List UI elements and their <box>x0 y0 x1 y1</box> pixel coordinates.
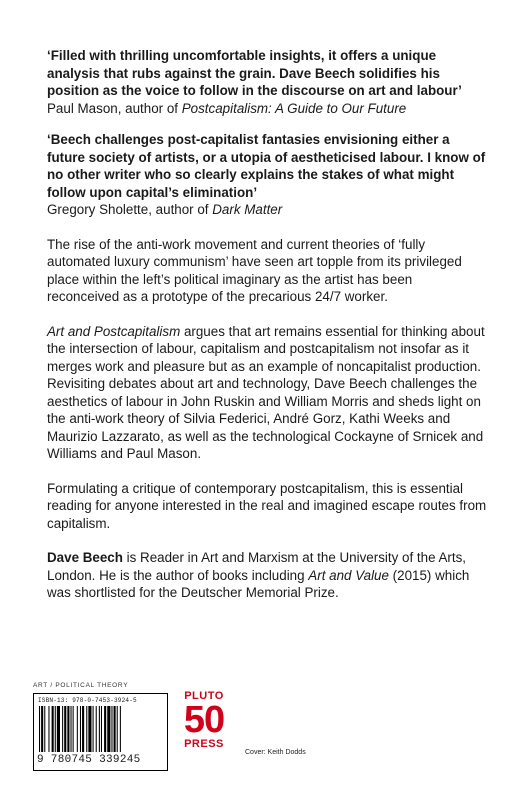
author-bio <box>47 549 487 602</box>
barcode-number: 9 780745 339245 <box>37 754 141 766</box>
quote-mason: ‘Filled with thrilling uncomfortable insights, it offers a unique analysis that rubs against the grain. Dave Beech solidifies his position as the voice to follow in the discourse on art and labour’ <box>47 48 462 98</box>
isbn-label: ISBN-13: 978-0-7453-3924-5 <box>38 697 137 704</box>
blurb-column <box>47 47 487 602</box>
attribution-prefix: Paul Mason, author of <box>47 100 182 116</box>
book-title: Art and Postcapitalism <box>47 323 181 339</box>
attribution-title: Postcapitalism: A Guide to Our Future <box>181 100 407 116</box>
blurb-paragraph-2-body: argues that art remains essential for thinking about the intersection of labour, capitalism and postcapitalism not insofar as it merges work and pleasure but as an example of noncapitalist production. Revisiting debates about art and technology, Dave Beech challenges the aesthetics of labour in John Ruskin and William Morris and sheds light on the anti-work theory of Silvia Federici, André Gorz, Kathi Weeks and Maurizio Lazzarato, as well as the technological Cockayne of Srnicek and Williams and Paul Mason. <box>47 323 485 461</box>
author-bio-part-a: is Reader in Art and Marxism at the University of the Arts, London. He is the author of books including <box>47 550 467 583</box>
blurb-paragraph-2 <box>47 323 487 463</box>
quote-sholette-attribution <box>47 201 487 219</box>
author-bio-part-b: (2015) which was shortlisted for the Deutscher Memorial Prize. <box>47 567 470 600</box>
quote-sholette: ‘Beech challenges post-capitalist fantasies envisioning either a future society of artists, or a utopia of aestheticised labour. I know of no other writer who so clearly explains the stakes of what might follow upon capital’s elimination’ <box>47 132 486 200</box>
publisher-name-top: PLUTO <box>184 690 224 702</box>
author-name: Dave Beech <box>47 550 123 565</box>
subject-category: ART / POLITICAL THEORY <box>33 682 129 689</box>
blurb-paragraph-3: Formulating a critique of contemporary postcapitalism, this is essential reading for anyone interested in the real and imagined escape routes from capitalism. <box>47 480 487 531</box>
barcode-bars <box>39 706 162 752</box>
quote-mason-attribution <box>47 100 487 118</box>
publisher-logo <box>178 690 230 750</box>
attribution-title: Dark Matter <box>212 202 283 217</box>
isbn-barcode <box>33 693 168 771</box>
attribution-prefix: Gregory Sholette, author of <box>47 202 213 217</box>
cover-credit: Cover: Keith Dodds <box>245 749 306 756</box>
author-book-title: Art and Value <box>308 567 389 583</box>
publisher-name-bottom: PRESS <box>184 738 224 750</box>
publisher-anniversary-number: 50 <box>183 699 225 741</box>
blurb-paragraph-1: The rise of the anti-work movement and current theories of ‘fully automated luxury communism’ have seen art topple from its privileged place within the left’s political imaginary as the artist has been reconceived as a prototype of the precarious 24/7 worker. <box>47 236 462 304</box>
